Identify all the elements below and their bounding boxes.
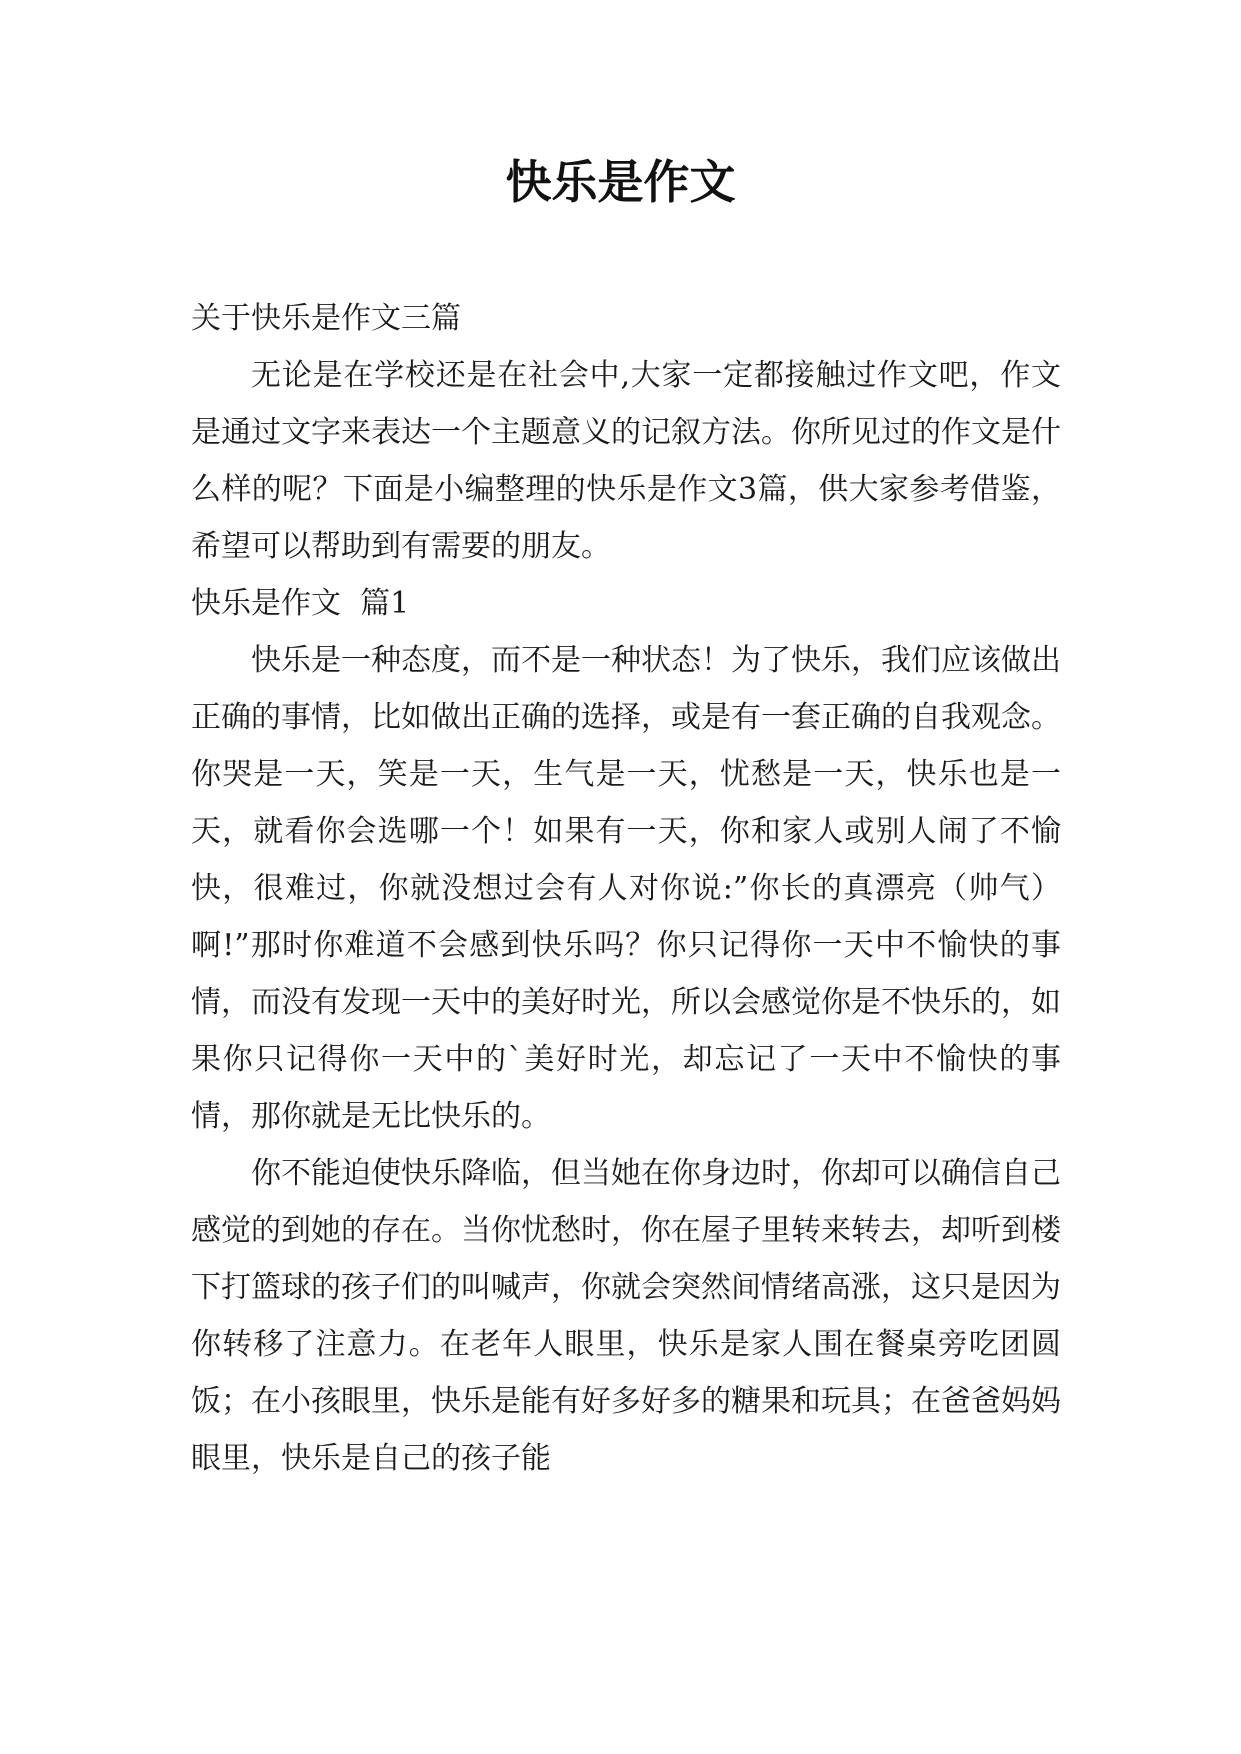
body-paragraph-1: 快乐是一种态度，而不是一种状态！为了快乐，我们应该做出正确的事情，比如做出正确的选择，或是有一套正确的自我观念。你哭是一天，笑是一天，生气是一天，忧愁是一天，快乐也是一天，就看你会选哪一个！如果有一天，你和家人或别人闹了不愉快，很难过，你就没想过会有人对你说:”你长的真漂亮（帅气）啊!”那时你难道不会感到快乐吗？你只记得你一天中不愉快的事情，而没有发现一天中的美好时光，所以会感觉你是不快乐的，如果你只记得你一天中的`美好时光，却忘记了一天中不愉快的事情，那你就是无比快乐的。 [191,643,1061,1134]
document-title: 快乐是作文 [505,155,736,209]
document-subtitle: 关于快乐是作文三篇 [191,301,461,336]
document-body [191,290,1061,1487]
intro-paragraph: 无论是在学校还是在社会中,大家一定都接触过作文吧，作文是通过文字来表达一个主题意义的记叙方法。你所见过的作文是什么样的呢？下面是小编整理的快乐是作文3篇，供大家参考借鉴，希望可以帮助到有需要的朋友。 [191,358,1061,564]
section-heading: 快乐是作文 篇1 [191,586,410,621]
body-paragraph-2: 你不能迫使快乐降临，但当她在你身边时，你却可以确信自己感觉的到她的存在。当你忧愁时，你在屋子里转来转去，却听到楼下打篮球的孩子们的叫喊声，你就会突然间情绪高涨，这只是因为你转移了注意力。在老年人眼里，快乐是家人围在餐桌旁吃团圆饭；在小孩眼里，快乐是能有好多好多的糖果和玩具；在爸爸妈妈眼里，快乐是自己的孩子能 [191,1156,1061,1476]
